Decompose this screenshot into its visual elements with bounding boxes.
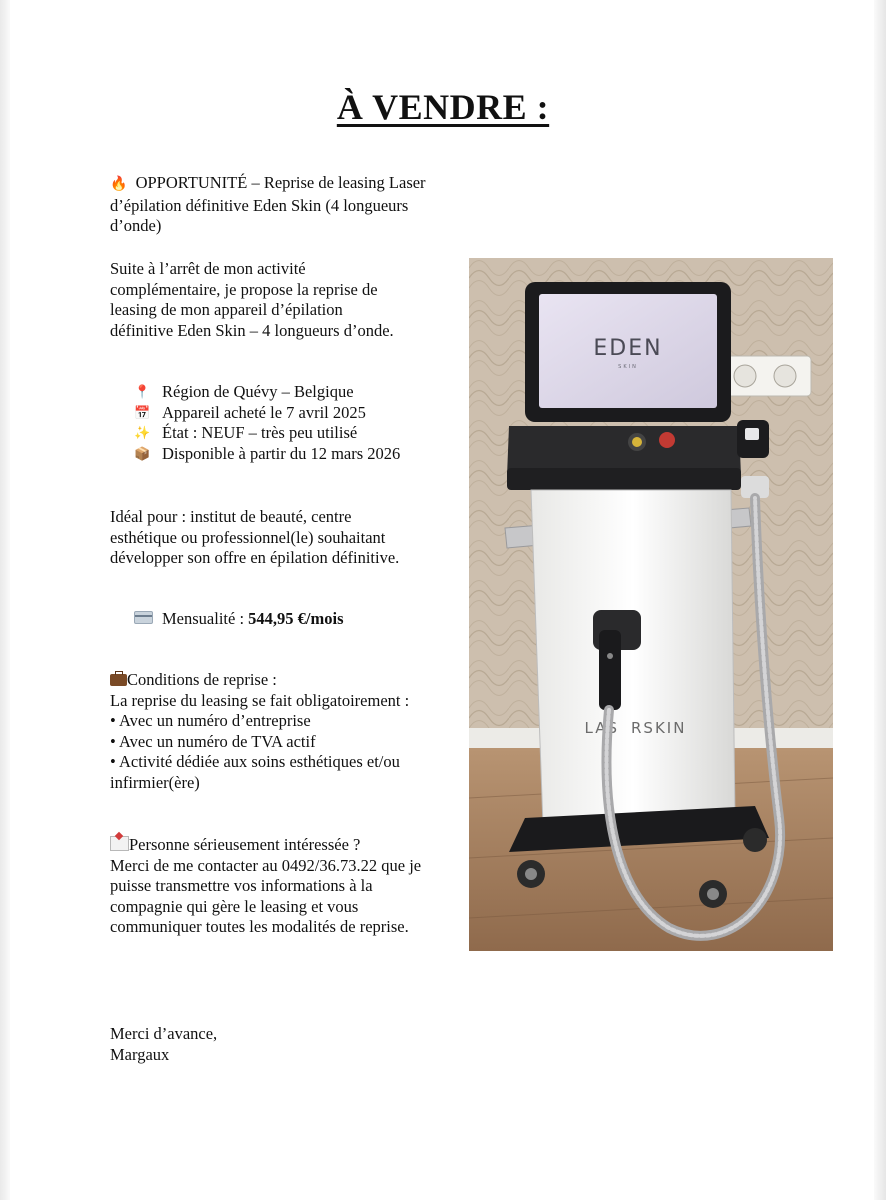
cabinet-brand-right: RSKIN xyxy=(631,719,687,737)
conditions-heading-row xyxy=(110,670,410,691)
calendar-icon: 📅 xyxy=(134,404,151,420)
credit-card-icon xyxy=(134,609,162,630)
opportunity-paragraph xyxy=(110,173,430,237)
screen-brand: EDEN xyxy=(593,336,663,361)
signature xyxy=(110,1024,430,1065)
fire-icon: 🔥 xyxy=(110,177,128,192)
ideal-paragraph: Idéal pour : institut de beauté, centre esthétique ou professionnel(le) souhaitant développer son offre en épilation définitive. xyxy=(110,507,400,567)
signature-name: Margaux xyxy=(110,1044,170,1064)
monthly-value: 544,95 €/mois xyxy=(248,609,344,628)
detail-text: Région de Quévy – Belgique xyxy=(162,382,354,401)
monthly-label: Mensualité : xyxy=(162,609,249,628)
detail-item-region xyxy=(134,382,424,403)
page-edge-right xyxy=(874,0,886,1200)
cabinet-brand-left: LAS xyxy=(584,719,619,737)
briefcase-icon xyxy=(110,674,127,686)
pin-icon: 📍 xyxy=(134,384,151,399)
conditions-section xyxy=(110,670,410,793)
envelope-icon xyxy=(110,836,129,851)
detail-text: Disponible à partir du 12 mars 2026 xyxy=(162,443,401,463)
monthly-payment xyxy=(134,609,434,630)
conditions-item: • Avec un numéro de TVA actif xyxy=(110,731,316,751)
detail-text: Appareil acheté le 7 avril 2025 xyxy=(162,402,366,422)
contact-section xyxy=(110,835,430,938)
closing-line: Merci d’avance, xyxy=(110,1024,218,1043)
detail-item-condition xyxy=(134,423,424,444)
conditions-intro: La reprise du leasing se fait obligatoirement : xyxy=(110,690,410,710)
conditions-item: • Activité dédiée aux soins esthétiques et/ou infirmier(ère) xyxy=(110,752,400,792)
sparkles-icon: ✨ xyxy=(134,425,151,440)
conditions-item: • Avec un numéro d’entreprise xyxy=(110,711,311,730)
detail-text: État : NEUF – très peu utilisé xyxy=(162,423,358,442)
conditions-heading: Conditions de reprise : xyxy=(127,670,277,689)
contact-heading-row xyxy=(110,835,430,856)
page-title: À VENDRE : xyxy=(336,87,550,127)
intro-paragraph: Suite à l’arrêt de mon activité complémentaire, je propose la reprise de leasing de mon appareil d’épilation définitive Eden Skin – 4 longueurs d’onde. xyxy=(110,259,394,340)
package-icon: 📦 xyxy=(134,445,151,461)
contact-heading: Personne sérieusement intéressée ? xyxy=(129,835,361,854)
opportunity-text: OPPORTUNITÉ – Reprise de leasing Laser d’épilation définitive Eden Skin (4 longueurs d’onde) xyxy=(110,173,426,235)
detail-item-availability xyxy=(134,444,424,465)
contact-text: Merci de me contacter au 0492/36.73.22 que je puisse transmettre vos informations à la compagnie qui gère le leasing et vous communiquer toutes les modalités de reprise. xyxy=(110,855,422,936)
laser-machine-illustration xyxy=(469,258,833,951)
device-photo xyxy=(469,258,833,951)
detail-item-purchase-date xyxy=(134,403,424,424)
screen-subbrand: SKIN xyxy=(618,364,638,370)
page-edge-left xyxy=(0,0,10,1200)
details-list xyxy=(134,382,424,464)
